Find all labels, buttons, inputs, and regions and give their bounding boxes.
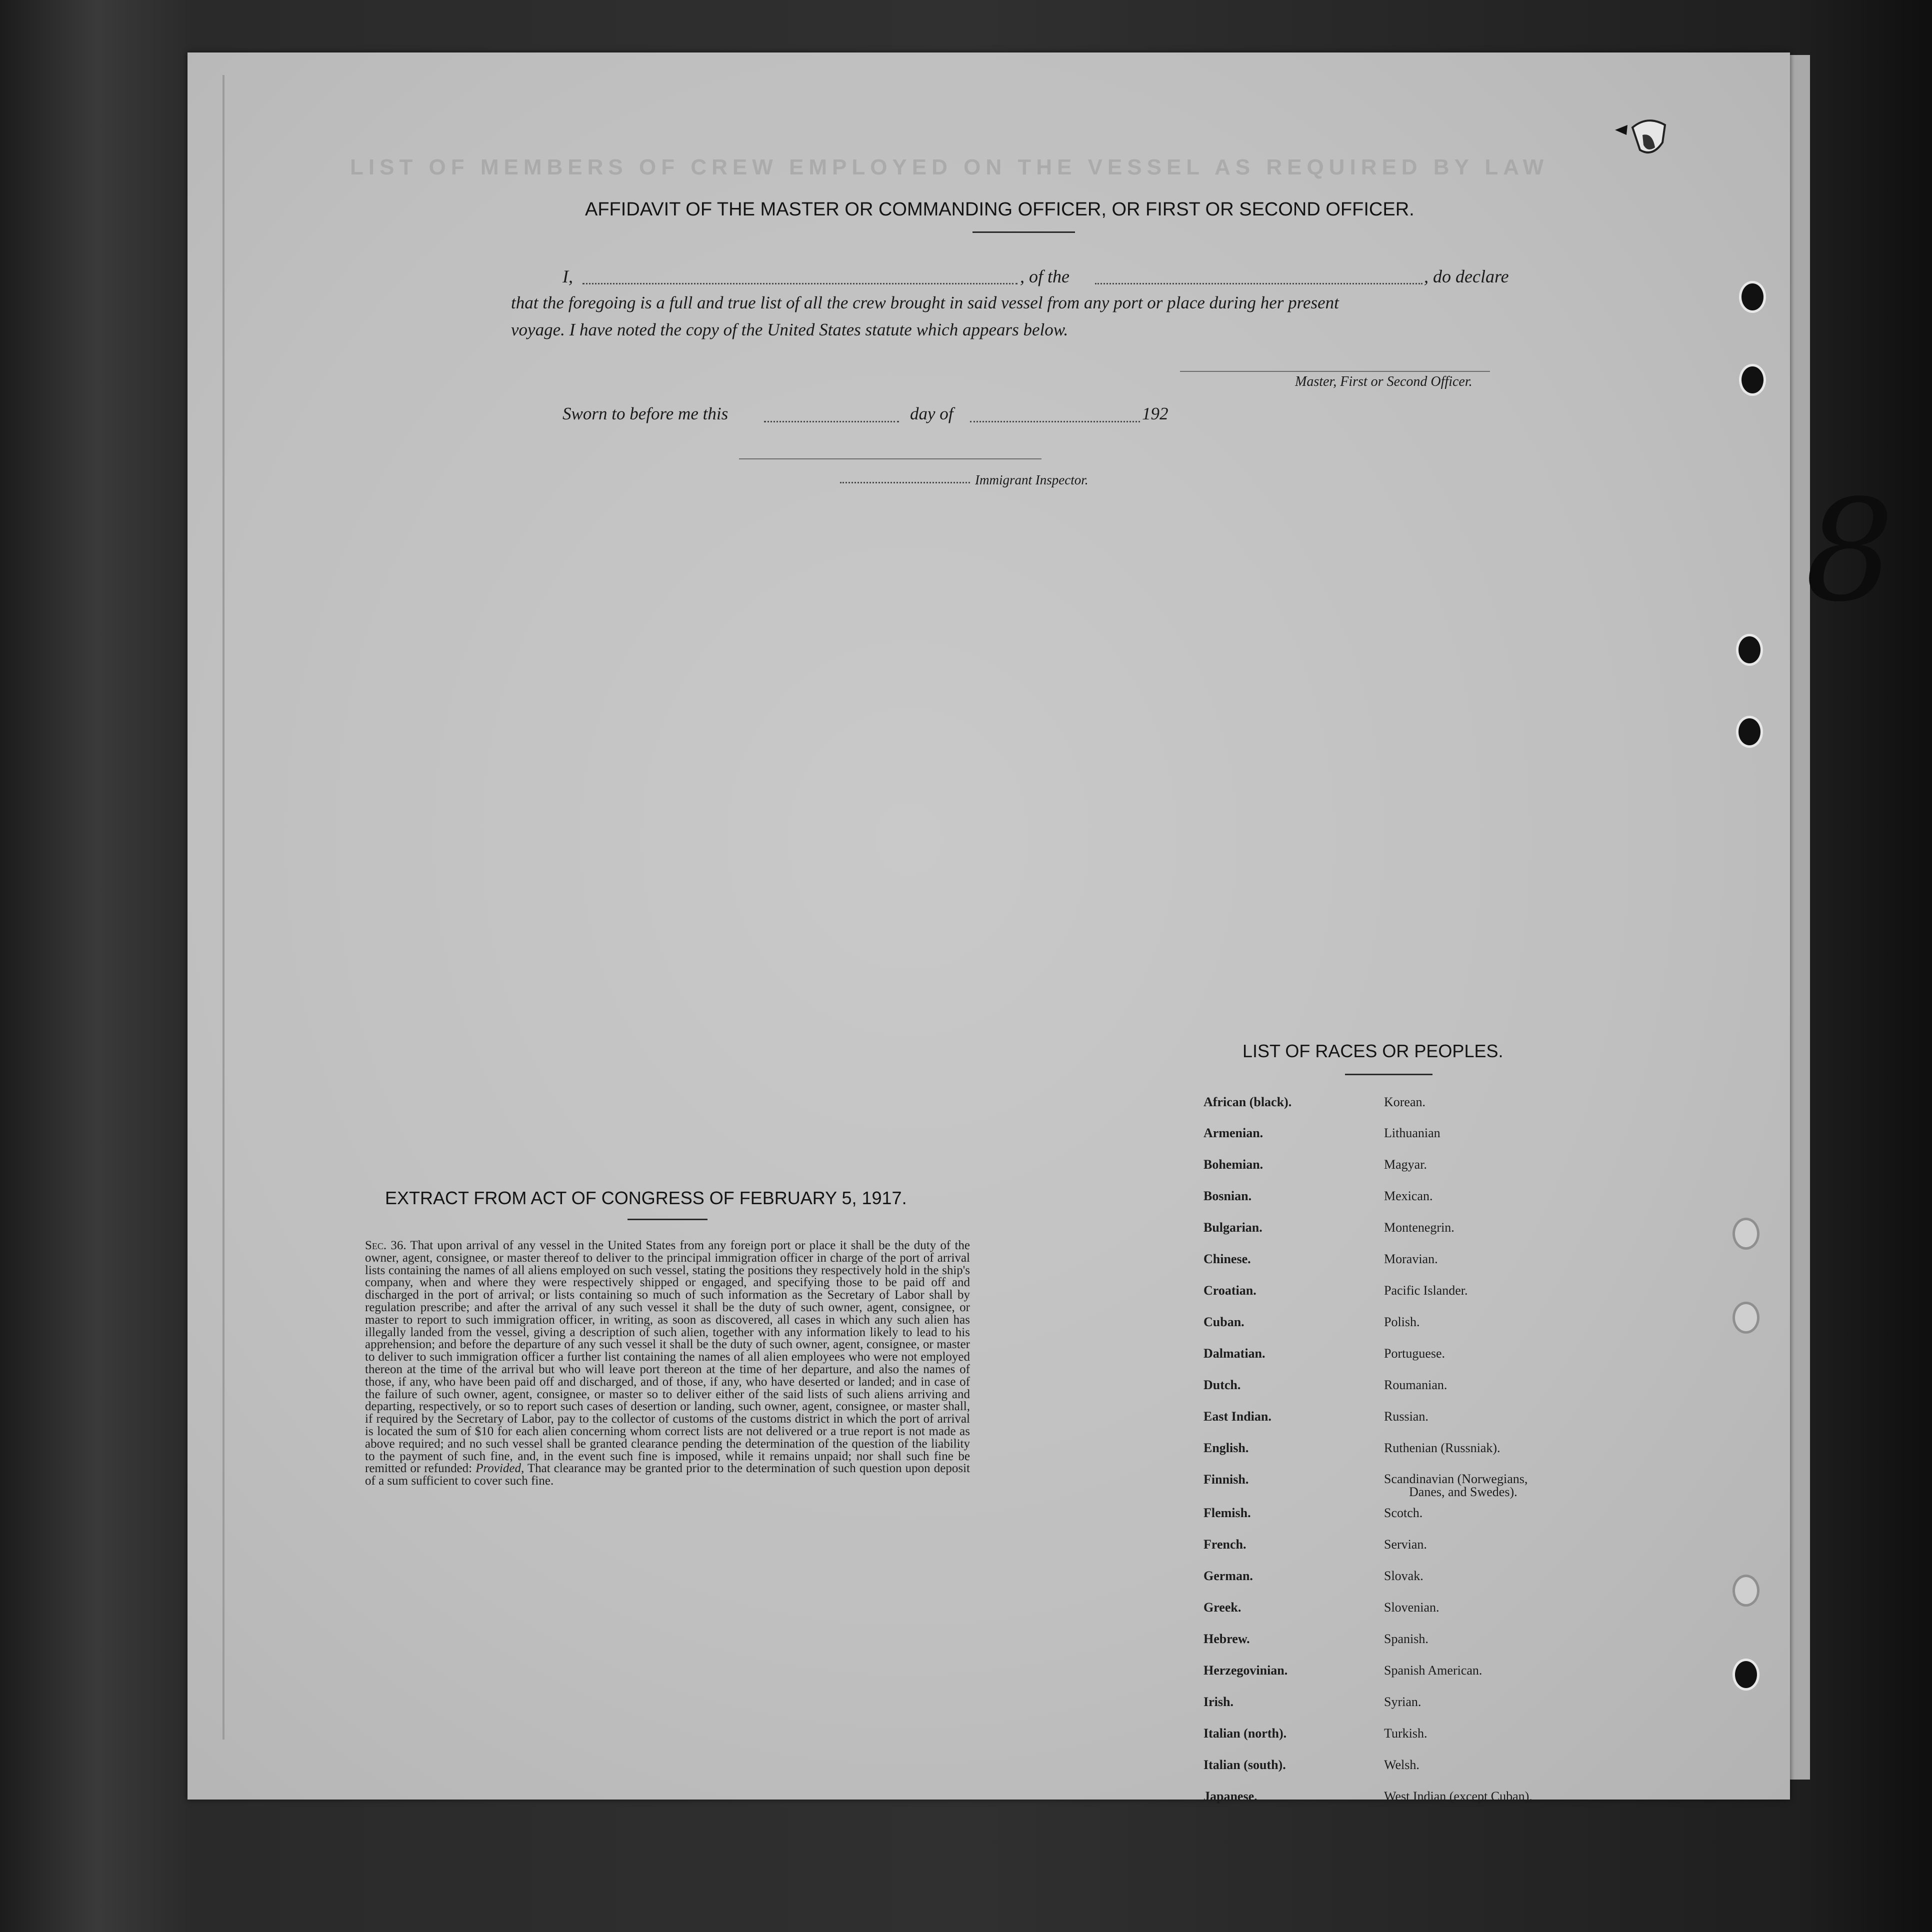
race-item: Lithuanian: [1384, 1126, 1440, 1140]
signature-line: [1180, 371, 1490, 372]
race-item: Portuguese.: [1384, 1346, 1446, 1361]
section-label: Sec. 36.: [365, 1239, 406, 1252]
race-item: Montenegrin.: [1384, 1220, 1454, 1235]
race-item: Mexican.: [1384, 1189, 1433, 1203]
department-stamp-icon: [1612, 112, 1668, 162]
race-item: Roumanian.: [1384, 1378, 1448, 1392]
race-item: Croatian.: [1204, 1283, 1256, 1298]
binder-hole-icon: [1732, 1218, 1760, 1250]
race-item: Ruthenian (Russniak).: [1384, 1441, 1500, 1455]
binder-hole-icon: [1736, 634, 1763, 666]
binder-hole-icon: [1736, 716, 1763, 748]
extract-title: EXTRACT FROM ACT OF CONGRESS OF FEBRUARY 5, 1917.: [385, 1188, 907, 1208]
title-underline: [972, 231, 1075, 233]
race-item: Italian (north).: [1204, 1726, 1287, 1741]
race-item: Spanish.: [1384, 1632, 1428, 1646]
race-item: Servian.: [1384, 1537, 1427, 1552]
race-item: English.: [1204, 1441, 1249, 1455]
races-title-underline: [1345, 1074, 1432, 1075]
sworn-text: Sworn to before me this: [562, 404, 728, 423]
race-item: French.: [1204, 1537, 1246, 1552]
races-title: LIST OF RACES OR PEOPLES.: [1242, 1041, 1504, 1061]
affidavit-line-2: that the foregoing is a full and true list of all the crew brought in said vessel from any port or place during her present: [511, 293, 1339, 312]
page-edge: [222, 75, 224, 1740]
margin-handwritten-mark: 8: [1805, 470, 1894, 633]
binder-hole-icon: [1739, 364, 1766, 396]
race-item: Finnish.: [1204, 1472, 1249, 1487]
race-item: Danes, and Swedes).: [1409, 1485, 1518, 1499]
race-item: Cuban.: [1204, 1315, 1244, 1329]
race-item: Slovenian.: [1384, 1600, 1440, 1615]
race-item: Scandinavian (Norwegians,: [1384, 1472, 1528, 1486]
race-item: Dutch.: [1204, 1378, 1241, 1392]
race-item: Slovak.: [1384, 1569, 1424, 1583]
name-blank-line: [582, 283, 1018, 284]
provided-word: Provided,: [476, 1462, 524, 1476]
sworn-day-blank: [764, 421, 899, 422]
sworn-month-blank: [970, 421, 1140, 422]
race-item: Dalmatian.: [1204, 1346, 1266, 1361]
signature-label: Master, First or Second Officer.: [1295, 374, 1472, 389]
race-item: German.: [1204, 1569, 1253, 1583]
year-prefix: 192: [1142, 404, 1168, 423]
race-item: Turkish.: [1384, 1726, 1428, 1741]
affidavit-i: I,: [562, 266, 573, 286]
affidavit-do-declare: , do declare: [1424, 266, 1509, 286]
race-item: Russian.: [1384, 1409, 1428, 1424]
day-of-text: day of: [910, 404, 954, 423]
race-item: Chinese.: [1204, 1252, 1251, 1266]
affidavit-of-the: , of the: [1020, 266, 1070, 286]
inspector-signature-line: [739, 458, 1042, 459]
race-item: Syrian.: [1384, 1695, 1422, 1709]
inspector-dotted-line: [840, 482, 970, 483]
race-item: Italian (south).: [1204, 1758, 1286, 1772]
race-item: Japanese.: [1204, 1789, 1258, 1804]
binder-hole-icon: [1732, 1302, 1760, 1334]
statute-text-part-2: That clearance may be granted prior to the determination of such question upon deposit of a sum sufficient to cover such fine.: [365, 1462, 970, 1488]
race-item: Bulgarian.: [1204, 1220, 1262, 1235]
statute-text: [365, 1240, 970, 1488]
extract-title-underline: [628, 1219, 708, 1220]
race-item: Moravian.: [1384, 1252, 1438, 1266]
binder-hole-icon: [1732, 1575, 1760, 1607]
race-item: Irish.: [1204, 1695, 1234, 1709]
bleed-through-text: LIST OF MEMBERS OF CREW EMPLOYED ON THE VESSEL AS REQUIRED BY LAW: [350, 155, 1549, 179]
vessel-blank-line: [1095, 283, 1422, 284]
race-item: East Indian.: [1204, 1409, 1272, 1424]
race-item: African (black).: [1204, 1095, 1292, 1109]
race-item: Magyar.: [1384, 1157, 1427, 1172]
race-item: Flemish.: [1204, 1506, 1251, 1520]
race-item: Welsh.: [1384, 1758, 1420, 1772]
race-item: Pacific Islander.: [1384, 1283, 1468, 1298]
race-item: Polish.: [1384, 1315, 1420, 1329]
race-item: Herzegovinian.: [1204, 1663, 1288, 1678]
race-item: Hebrew.: [1204, 1632, 1250, 1646]
race-item: Greek.: [1204, 1600, 1242, 1615]
binder-hole-icon: [1732, 1659, 1760, 1691]
race-item: Spanish American.: [1384, 1663, 1482, 1678]
affidavit-title: AFFIDAVIT OF THE MASTER OR COMMANDING OFFICER, OR FIRST OR SECOND OFFICER.: [585, 199, 1414, 220]
statute-text-part-1: That upon arrival of any vessel in the United States from any foreign port or place it shall be the duty of the owner, agent, consignee, or master thereof to deliver to the principal immigration officer in charge of the port of arrival lists containing the names of all aliens employed on such vessel, stating the positions they respectively hold in the ship's company, when and where they were respectively shipped or engaged, and specifying those to be paid off and discharged in the port of arrival; or lists containing so much of such information as the Secretary of Labor shall by regulation prescribe; and after the arrival of any such vessel it shall be the duty of such owner, agent, consignee, or master to report to such immigration officer, in writing, as soon as discovered, all cases in which any such alien has illegally landed from the vessel, giving a description of such alien, together with any information likely to lead to his apprehension; and before the departure of any such vessel it shall be the duty of such owner, agent, consignee, or master to deliver to such immigration officer a further list containing the names of all alien employees who were not employed thereon at the time of the arrival but who will leave port thereon at the time of her departure, and also the names of those, if any, who have been paid off and discharged, and of those, if any, who have deserted or landed; and in case of the failure of such owner, agent, consignee, or master so to deliver either of the said lists of such aliens arriving and departing, respectively, or so to report such cases of desertion or landing, such owner, agent, consignee, or master shall, if required by the Secretary of Labor, pay to the collector of customs of the customs district in which the port of arrival is located the sum of $10 for each alien concerning whom correct lists are not delivered or a true report is not made as above required; and no such vessel shall be granted clearance pending the determination of the question of the liability to the payment of such fine, and, in the event such fine is imposed, while it remains unpaid; nor shall such fine be remitted or refunded:: [365, 1239, 970, 1476]
race-item: Bohemian.: [1204, 1157, 1264, 1172]
race-item: Bosnian.: [1204, 1189, 1252, 1203]
race-item: Korean.: [1384, 1095, 1426, 1109]
race-item: West Indian (except Cuban).: [1384, 1789, 1532, 1804]
affidavit-line-3: voyage. I have noted the copy of the United States statute which appears below.: [511, 320, 1068, 339]
race-item: Scotch.: [1384, 1506, 1423, 1520]
race-item: Armenian.: [1204, 1126, 1264, 1140]
inspector-label: Immigrant Inspector.: [975, 472, 1088, 487]
binder-hole-icon: [1739, 281, 1766, 313]
document-page: [188, 52, 1790, 1800]
